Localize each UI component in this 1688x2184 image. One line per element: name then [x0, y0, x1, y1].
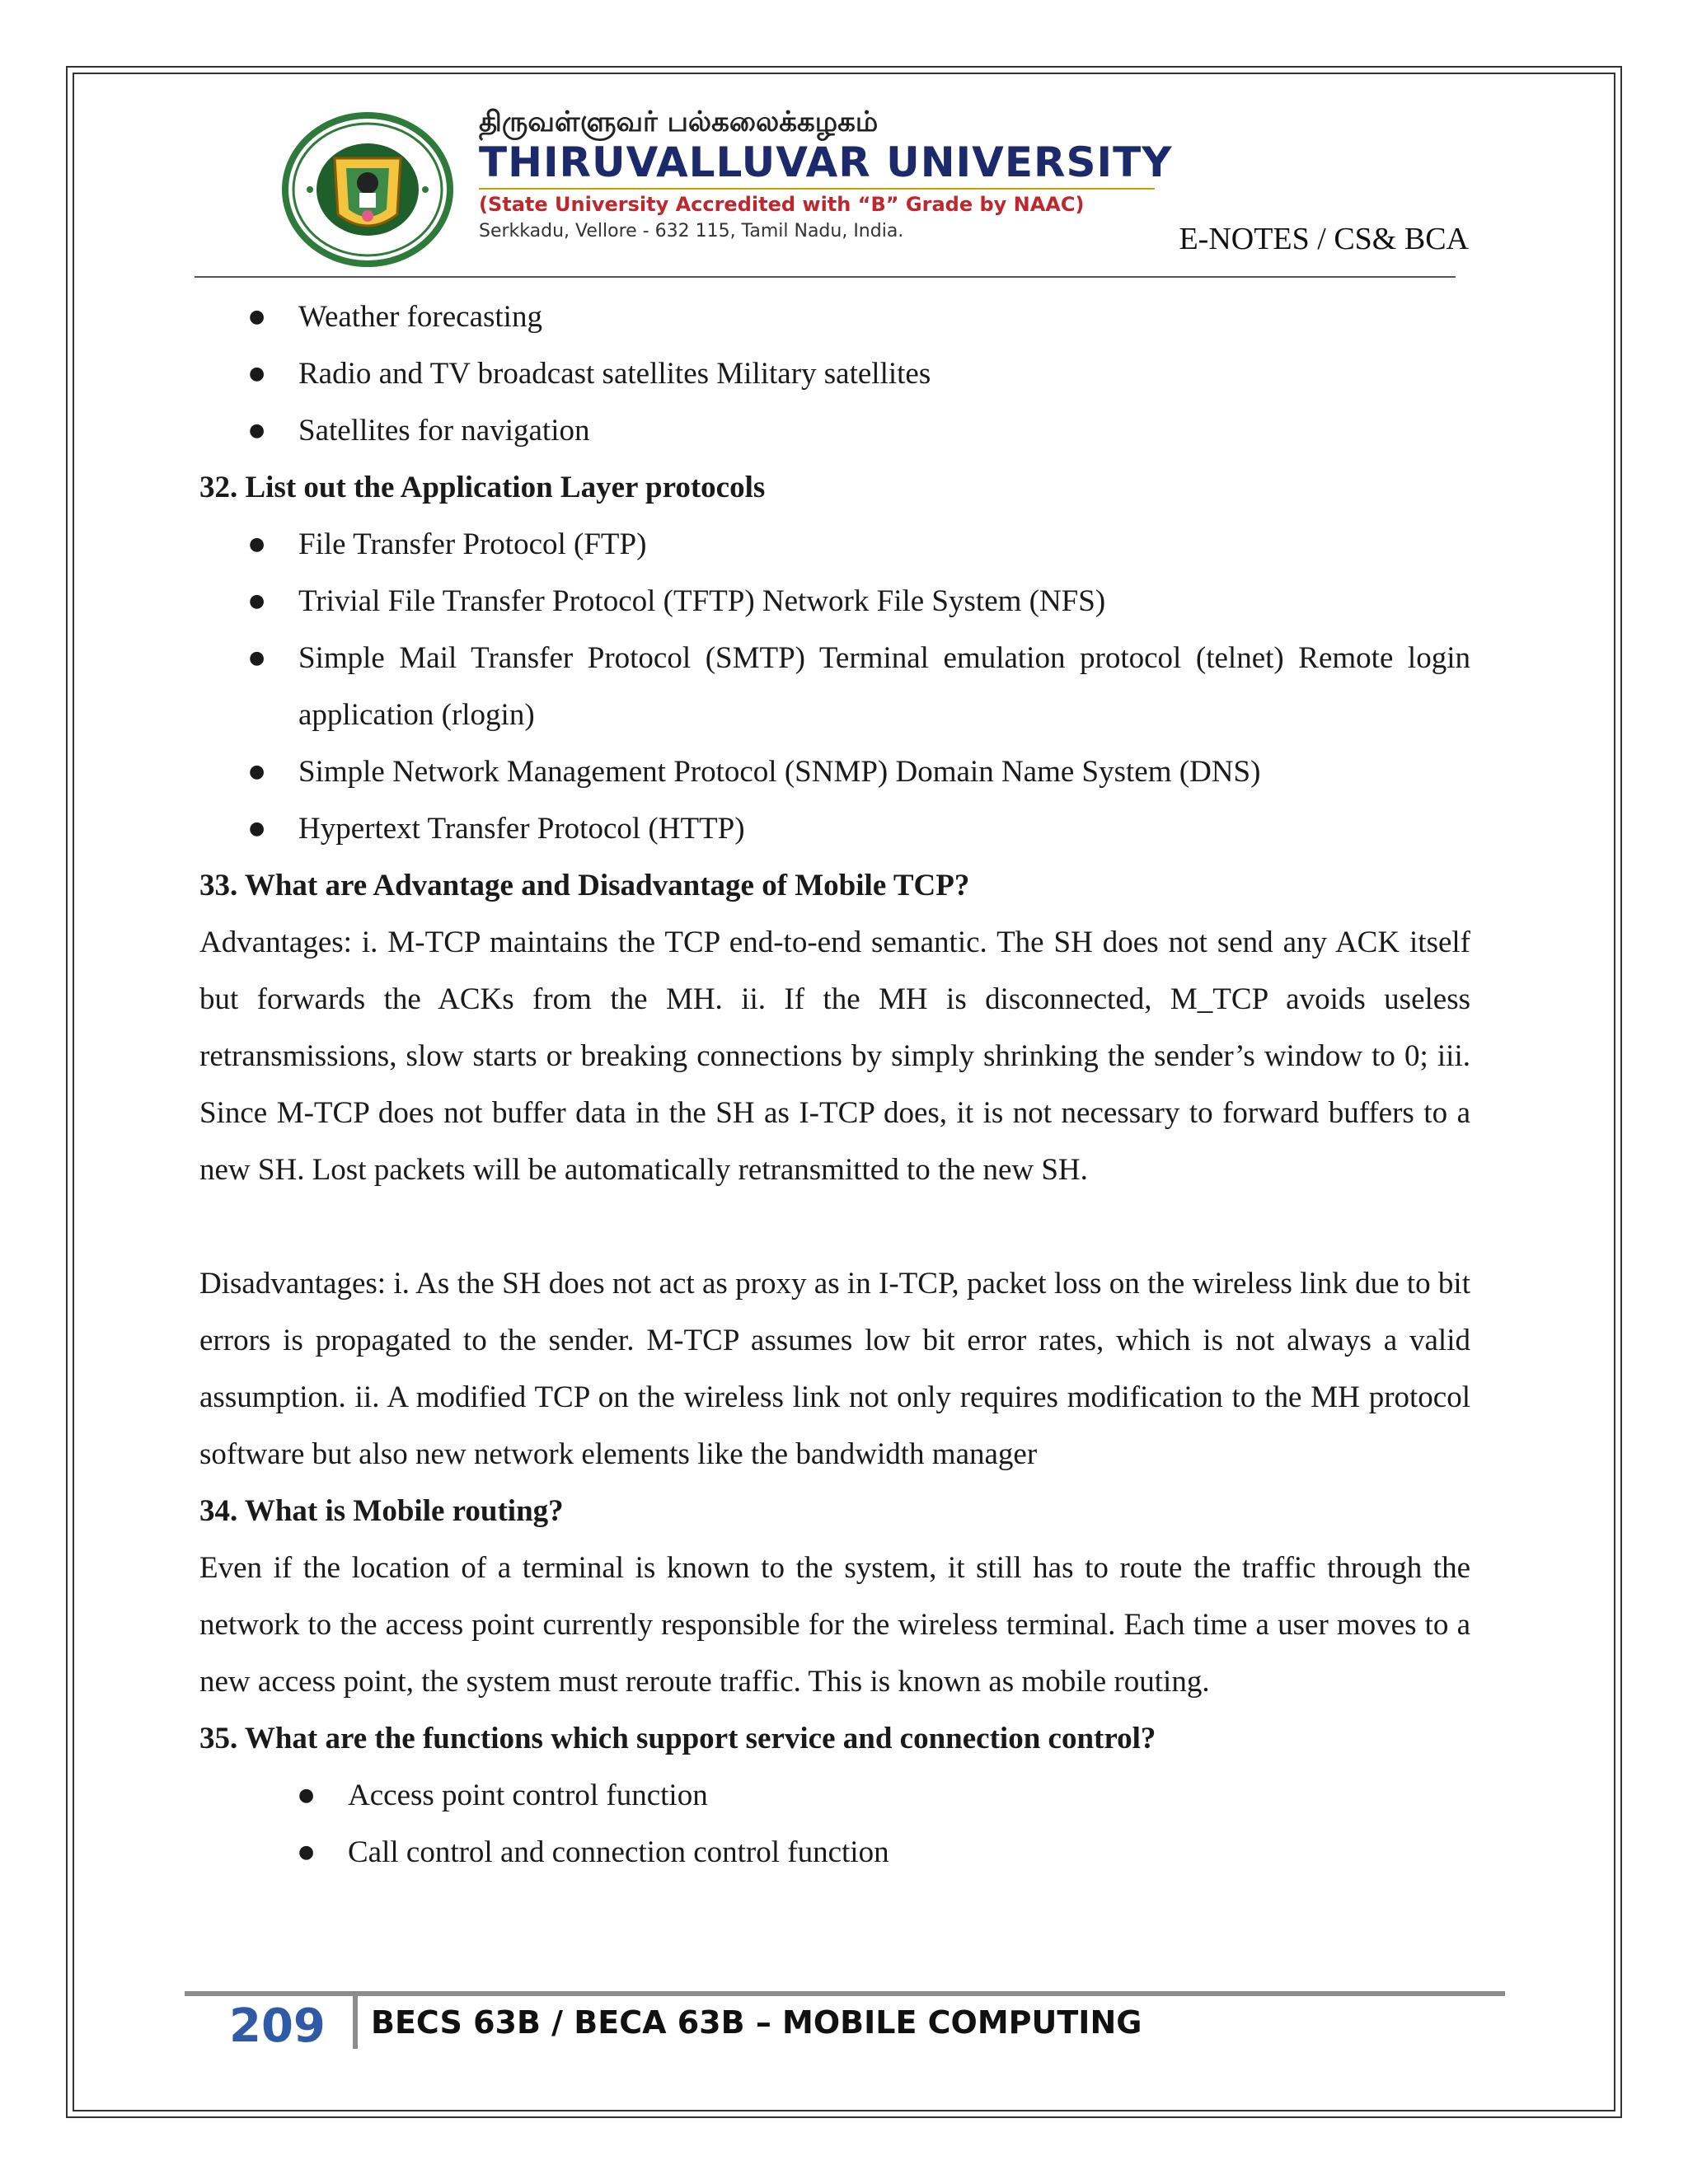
bullet-icon: ●: [249, 762, 265, 782]
bullet-icon: ●: [249, 420, 265, 441]
advantages-paragraph: Advantages: i. M-TCP maintains the TCP end-to-end semantic. The SH does not send any ACK itself but forwards the ACKs from the MH. ii. If the MH is disconnected, M_TCP avoids useless retransmissions, slow starts or breaking connections by simply shrinking the sender’s window to 0; iii. Since M-TCP does not buffer data in the SH as I-TCP does, it is not necessary to forward buffers to a new SH. Lost packets will be automatically retransmitted to the new SH.: [199, 926, 1470, 1187]
disadvantages-paragraph: Disadvantages: i. As the SH does not act as proxy as in I-TCP, packet loss on the wireless link due to bit errors is propagated to the sender. M-TCP assumes low bit error rates, which is not always a valid assumption. ii. A modified TCP on the wireless link not only requires modification to the MH protocol software but also new network elements like the bandwidth manager: [199, 1267, 1470, 1471]
list-item: ● Access point control function: [199, 1767, 1470, 1824]
question-heading: 34. What is Mobile routing?: [199, 1494, 564, 1528]
page-content: [199, 288, 1470, 1881]
answer-paragraph: Even if the location of a terminal is known to the system, it still has to route the traffic through the network to the access point currently responsible for the wireless terminal. Each time a user moves to a new access point, the system must reroute traffic. This is known as mobile routing.: [199, 1551, 1470, 1699]
question-heading: 35. What are the functions which support service and connection control?: [199, 1722, 1156, 1755]
bullet-icon: ●: [249, 307, 265, 327]
course-title: BECS 63B / BECA 63B – MOBILE COMPUTING: [371, 2004, 1142, 2041]
footer-separator: [353, 1996, 358, 2049]
university-tamil-name: திருவள்ளுவர் பல்கலைக்கழகம்: [479, 105, 879, 138]
footer-divider: [185, 1991, 1505, 1996]
university-seal-icon: [277, 107, 458, 272]
page-number: 209: [229, 1999, 326, 2053]
university-name: THIRUVALLUVAR UNIVERSITY: [479, 138, 1173, 186]
bullet-icon: ●: [298, 1785, 315, 1806]
notes-label: E-NOTES / CS& BCA: [1179, 222, 1469, 256]
function-list: [199, 1767, 1470, 1881]
list-item: ● Call control and connection control function: [199, 1824, 1470, 1881]
accreditation-text: (State University Accredited with “B” Grade by NAAC): [479, 193, 1085, 216]
list-item: ● Satellites for navigation: [199, 402, 1470, 459]
satellite-use-list: [199, 288, 1470, 459]
page-header: [195, 97, 1469, 279]
header-divider: [195, 276, 1456, 278]
bullet-icon: ●: [249, 363, 265, 384]
list-item: ● Simple Network Management Protocol (SNMP) Domain Name System (DNS): [199, 743, 1470, 800]
protocol-list: [199, 516, 1470, 857]
header-accent-line: [479, 188, 1155, 190]
bullet-icon: ●: [298, 1842, 315, 1863]
bullet-icon: ●: [249, 591, 265, 612]
university-address: Serkkadu, Vellore - 632 115, Tamil Nadu, India.: [479, 221, 904, 241]
list-item: ● File Transfer Protocol (FTP): [199, 516, 1470, 573]
list-item: ● Weather forecasting: [199, 288, 1470, 345]
question-heading: 32. List out the Application Layer protocols: [199, 471, 766, 504]
list-item: ● Trivial File Transfer Protocol (TFTP) Network File System (NFS): [199, 573, 1470, 630]
list-item: ● Radio and TV broadcast satellites Military satellites: [199, 345, 1470, 402]
list-item: ● Simple Mail Transfer Protocol (SMTP) Terminal emulation protocol (telnet) Remote login application (rlogin): [199, 630, 1470, 743]
bullet-icon: ●: [249, 648, 265, 668]
paragraph-gap: [199, 1198, 1470, 1255]
bullet-icon: ●: [249, 818, 265, 839]
bullet-icon: ●: [249, 534, 265, 555]
list-item: ● Hypertext Transfer Protocol (HTTP): [199, 800, 1470, 857]
question-heading: 33. What are Advantage and Disadvantage of Mobile TCP?: [199, 869, 970, 902]
